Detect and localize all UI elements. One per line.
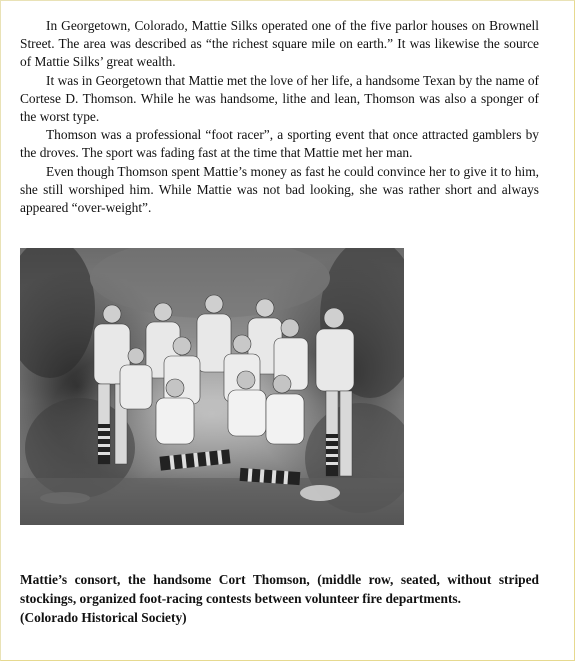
photo-caption bbox=[20, 570, 539, 627]
paragraph-2: It was in Georgetown that Mattie met the love of her life, a handsome Texan by the name of Cortese D. Thomson. While he was handsome, lithe and lean, Thomson was also a sponger of the worst type. bbox=[20, 72, 539, 125]
historical-photo-foot-racers bbox=[20, 248, 404, 525]
caption-text: Mattie’s consort, the handsome Cort Thomson, (middle row, seated, without striped stockings, organized foot-racing contests between volunteer fire departments. bbox=[20, 572, 539, 606]
photo-illustration bbox=[20, 248, 404, 525]
caption-credit: (Colorado Historical Society) bbox=[20, 610, 187, 625]
paragraph-3: Thomson was a professional “foot racer”, a sporting event that once attracted gamblers by the droves. The sport was fading fast at the time that Mattie met her man. bbox=[20, 127, 539, 161]
article-body bbox=[20, 17, 539, 217]
paragraph-1: In Georgetown, Colorado, Mattie Silks operated one of the five parlor houses on Brownell Street. The area was described as “the richest square mile on earth.” It was likewise the source of Mattie Silks’ great wealth. bbox=[20, 18, 539, 70]
paragraph-4: Even though Thomson spent Mattie’s money as fast he could convince her to give it to him, she still worshiped him. While Mattie was not bad looking, she was rather short and always appeared “over-weight”. bbox=[20, 163, 539, 216]
